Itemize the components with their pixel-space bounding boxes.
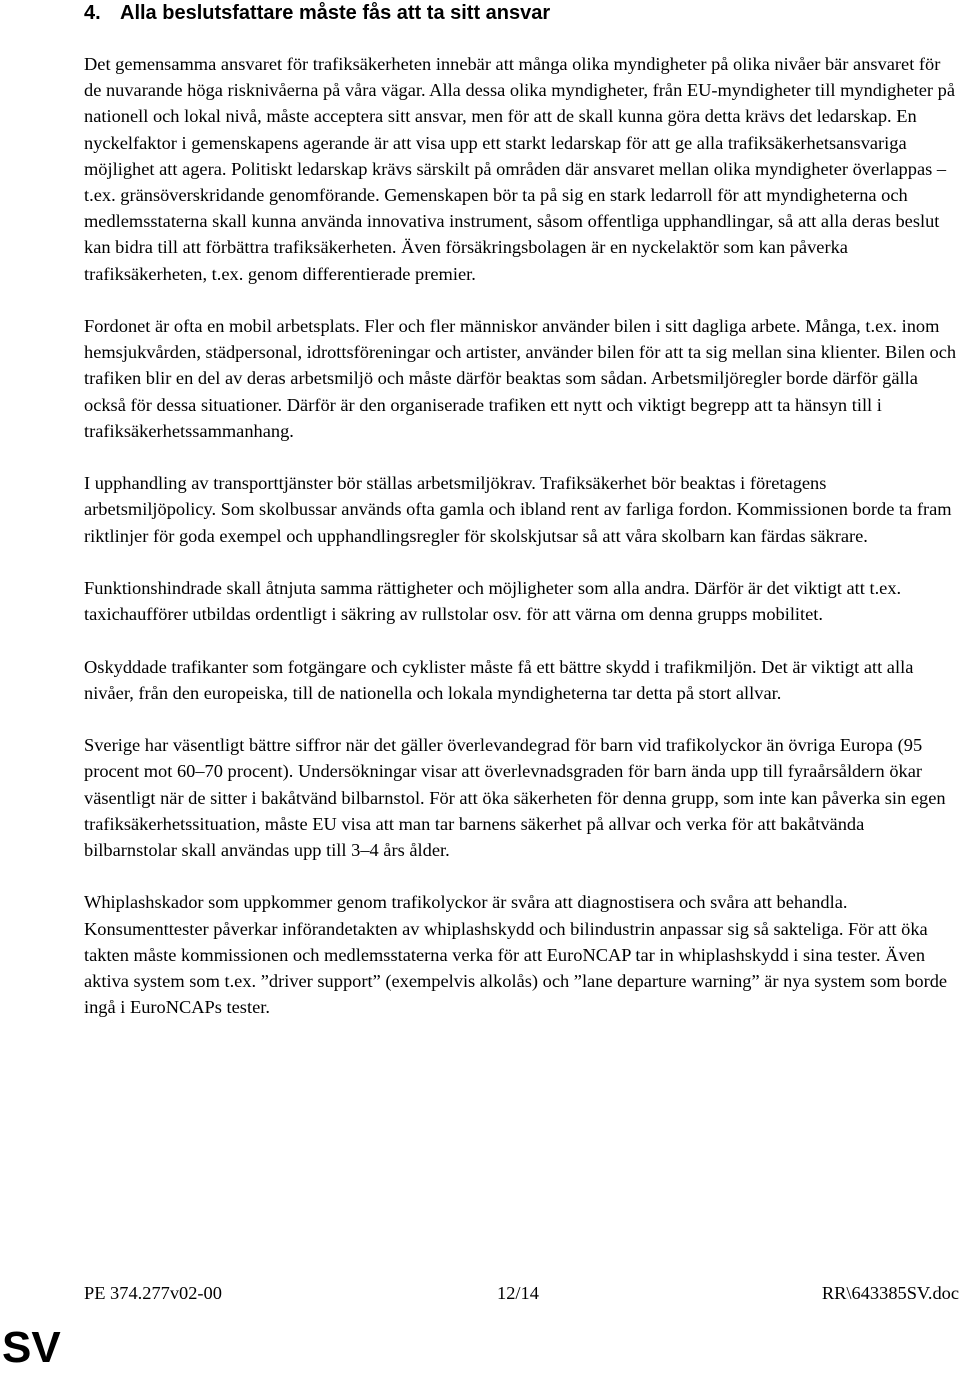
footer-page-number: 12/14 — [497, 1283, 539, 1303]
footer-doc-ref: PE 374.277v02-00 — [84, 1283, 222, 1303]
paragraph-unprotected: Oskyddade trafikanter som fotgängare och cyklister måste få ett bättre skydd i trafikmiljön. Det är viktigt att alla nivåer, från den europeiska, till de nationella och lokala myndigheterna tar detta på stort allvar. — [84, 656, 914, 703]
paragraph-child-seats: Sverige har väsentligt bättre siffror när det gäller överlevandegrad för barn vid trafikolyckor än övriga Europa (95 procent mot 60–70 procent). Undersökningar visar att överlevnadsgraden för barn ända upp till fyraårsåldern ökar väsentligt när de sitter i bakåtvänd bilbarnstol. För att öka säkerheten för denna grupp, som inte kan påverka sin egen trafiksäkerhetssituation, måste EU visa att man tar barnens säkerhet på allvar och verka för att bakåtvända bilbarnstolar skall användas upp till 3–4 års ålder. — [84, 735, 946, 861]
body-text — [84, 51, 959, 1047]
paragraph-whiplash: Whiplashskador som uppkommer genom trafikolyckor är svåra att diagnostisera och svåra att behandla. Konsumenttester påverkar införandetakten av whiplashskydd och bilindustrin anpassar sig så sakteliga. För att öka takten måste kommissionen och medlemsstaterna verka för att EuroNCAP tar in whiplashskydd i sina tester. Även aktiva system som t.ex. ”driver support” (exempelvis alkolås) och ”lane departure warning” är nya system som borde ingå i EuroNCAPs tester. — [84, 892, 948, 1018]
paragraph-responsibility: Det gemensamma ansvaret för trafiksäkerheten innebär att många olika myndigheter på olika nivåer bär ansvaret för de nuvarande höga risknivåerna på våra vägar. Alla dessa olika myndigheter, från EU-myndigheter till myndigheter på nationell och lokal nivå, måste acceptera sitt ansvar, men för att de skall kunna göra detta krävs det ledarskap. En nyckelfaktor i gemenskapens agerande är att visa upp ett starkt ledarskap för att ge alla trafiksäkerhetsansvariga möjlighet att agera. Politiskt ledarskap krävs särskilt på områden där ansvaret mellan olika myndigheter överlappas – t.ex. gränsöverskridande genomförande. Gemenskapen bör ta på sig en stark ledarroll för att myndigheterna och medlemsstaterna skall kunna använda innovativa instrument, såsom offentliga upphandlingar, så att alla deras beslut kan bidra till att förbättra trafiksäkerheten. Även försäkringsbolagen är en nyckelaktör som kan påverka trafiksäkerheten, t.ex. genom differentierade premier. — [84, 54, 955, 284]
section-number: 4. — [84, 2, 101, 24]
section-title: Alla beslutsfattare måste fås att ta sitt ansvar — [120, 2, 551, 24]
page-footer — [84, 1280, 959, 1306]
paragraph-disabled: Funktionshindrade skall åtnjuta samma rättigheter och möjligheter som alla andra. Därför är det viktigt att t.ex. taxichaufförer utbildas ordentligt i säkring av rullstolar osv. för att värna om denna grupps mobilitet. — [84, 578, 902, 625]
footer-file-name: RR\643385SV.doc — [821, 1283, 959, 1303]
section-heading — [84, 0, 550, 26]
paragraph-procurement: I upphandling av transporttjänster bör ställas arbetsmiljökrav. Trafiksäkerhet bör beaktas i företagens arbetsmiljöpolicy. Som skolbussar används ofta gamla och ibland rent av farliga fordon. Kommissionen borde ta fram riktlinjer för goda exempel och upphandlingsregler för skolskjutsar så att våra skolbarn kan färdas säkrare. — [84, 473, 952, 546]
language-code: SV — [2, 1323, 61, 1372]
paragraph-workplace: Fordonet är ofta en mobil arbetsplats. Fler och fler människor använder bilen i sitt dagliga arbete. Många, t.ex. inom hemsjukvården, städpersonal, idrottsföreningar och artister, använder bilen för att ta sig mellan sina klienter. Bilen och trafiken blir en del av deras arbetsmiljö och måste därför beaktas som sådan. Arbetsmiljöregler borde därför gälla också för dessa situationer. Därför är den organiserade trafiken ett nytt och viktigt begrepp att ta hänsyn till i trafiksäkerhetssammanhang. — [84, 316, 957, 441]
